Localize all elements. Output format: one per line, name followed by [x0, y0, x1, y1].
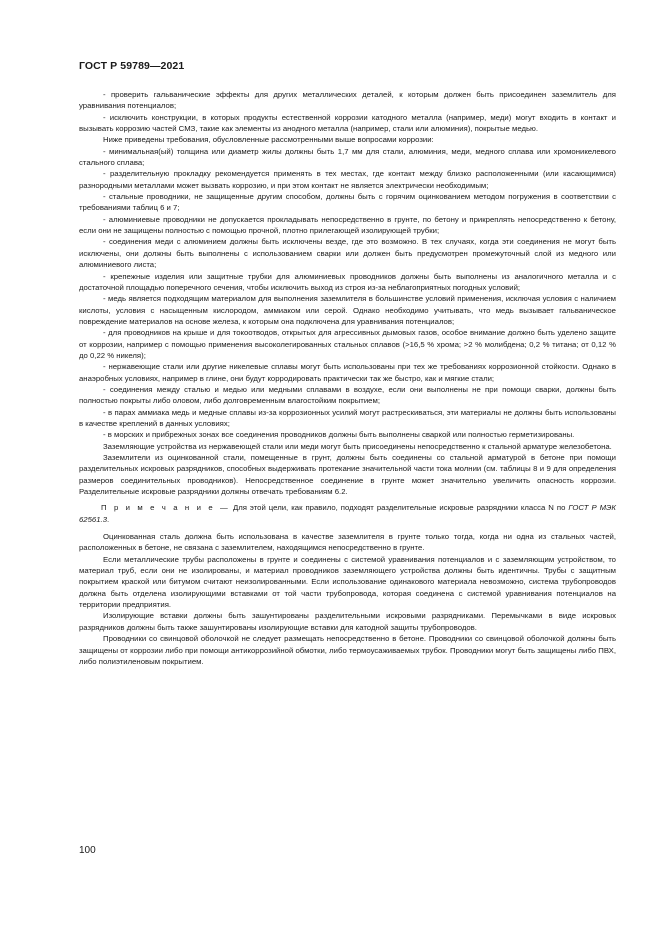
paragraph: - в морских и прибрежных зонах все соединения проводников должны быть выполнены сваркой или полностью герметизированы.: [103, 430, 575, 440]
note-end: .: [107, 514, 110, 524]
paragraph: - крепежные изделия или защитные трубки для алюминиевых проводников должны быть выполнены из аналогичного металла и с достаточной площадью поперечного сечения, чтобы исключить выход из строя из-за неблагоприятных погодных условий;: [79, 271, 616, 292]
paragraph: Проводники со свинцовой оболочкой не следует размещать непосредственно в бетоне. Проводники со свинцовой оболочкой должны быть защищены от коррозии либо при помощи антикоррозийной обмотки, либо термоусаживаемых трубок. Проводники могут быть защищены либо ПВХ, либо полиэтиленовым покрытием.: [79, 634, 616, 666]
paragraph: - исключить конструкции, в которых продукты естественной коррозии катодного металла (например, меди) могут входить в контакт и вызывать коррозию частей СМЗ, такие как элементы из анодного металла (например, стали или алюминия), покрытые медью.: [79, 112, 616, 134]
note: [79, 502, 616, 525]
paragraph: - алюминиевые проводники не допускается прокладывать непосредственно в грунте, по бетону и прикреплять непосредственно к бетону, если они не защищены полностью с помощью прочной, плотно прилегающей изолирующей трубки;: [79, 214, 616, 236]
paragraph: - проверить гальванические эффекты для других металлических деталей, к которым должен быть присоединен заземлитель для уравнивания потенциалов;: [79, 90, 616, 111]
paragraph: Заземляющие устройства из нержавеющей стали или меди могут быть присоединены непосредственно к стальной арматуре железобетона.: [103, 441, 612, 451]
note-text: Для этой цели, как правило, подходят разделительные искровые разрядники класса N по: [229, 503, 569, 513]
paragraph: - в парах аммиака медь и медные сплавы из-за коррозионных усилий могут растрескиваться, эти материалы не должны быть использованы в качестве креплений в данных условиях;: [79, 407, 616, 428]
page-number: 100: [79, 845, 96, 856]
paragraph: Ниже приведены требования, обусловленные рассмотренными выше вопросами коррозии:: [103, 135, 434, 145]
paragraph: - соединения меди с алюминием должны быть исключены везде, где это возможно. В тех случаях, когда эти соединения не могут быть исключены, они должны быть выполнены с использованием сварки или должен быть предусмотрен промежуточный слой из медного или алюминиевого листа;: [79, 237, 616, 270]
paragraph: - медь является подходящим материалом для выполнения заземлителя в большинстве условий применения, исключая условия с наличием кислоты, условия с насыщенным кислородом, аммиаком или серой. Однако необходимо учитывать, что медь вызывает гальваническое повреждение материалов на основе железа, к которым она подключена для уравнивания потенциалов;: [79, 294, 616, 326]
paragraph: - для проводников на крыше и для токоотводов, открытых для агрессивных дымовых газов, особое внимание должно быть уделено защите от коррозии, например с помощью применения высоколегированных стальных сплавов (>16,5 % хрома; >2 % молибдена; 0,2 % титана; от 0,12 % до 0,22 % никеля);: [79, 328, 616, 360]
paragraph: - соединения между сталью и медью или медными сплавами в воздухе, если они выполнены не при помощи сварки, должны быть полностью покрыты либо оловом, либо долговременным влагостойким покрытием;: [79, 384, 616, 406]
note-label: П р и м е ч а н и е —: [101, 503, 230, 513]
body-text: [79, 89, 616, 667]
note-reference: ГОСТ Р МЭК 62561.3: [79, 503, 617, 524]
paragraph: Оцинкованная сталь должна быть использована в качестве заземлителя в грунте только тогда, когда ни одна из стальных частей, расположенных в бетоне, не связана с заземлителем, находящимся непосредственно в грунте.: [79, 532, 616, 553]
paragraph: - стальные проводники, не защищенные другим способом, должны быть с горячим оцинкованием методом погружения в соответствии с требованиями таблиц 6 и 7;: [79, 192, 616, 213]
paragraph: - разделительную прокладку рекомендуется применять в тех местах, где контакт между близко расположенными (или касающимися) разнородными металлами может вызвать коррозию, и при этом контакт не является электрически необходимым;: [79, 169, 616, 190]
paragraph: - минимальная(ый) толщина или диаметр жилы должны быть 1,7 мм для стали, алюминия, меди, медного сплава или хромоникелевого стального сплава;: [79, 146, 616, 168]
paragraph: Заземлители из оцинкованной стали, помещенные в грунт, должны быть соединены со стальной арматурой в бетоне при помощи разделительных искровых разрядников, способных выдерживать протекание значительной части тока молнии (см. таблицы 8 и 9 для определения размеров соединительных проводников). Непосредственное соединение в грунте может значительно увеличить опасность коррозии. Разделительные искровые разрядники должны отвечать требованиям 6.2.: [79, 453, 616, 497]
paragraph: Если металлические трубы расположены в грунте и соединены с системой уравнивания потенциалов и с заземляющим устройством, то материал труб, если они не изолированы, и материал проводников заземляющего устройства должны быть идентичны. Трубы с защитным покрытием краской или битумом считают неизолированными. Если использование одинакового материала невозможно, система трубопроводов должна быть отделена изолирующими вставками от той части трубопровода, которая соединена с системой уравнивания потенциалов на территории предприятия.: [79, 554, 616, 610]
paragraph: Изолирующие вставки должны быть зашунтированы разделительными искровыми разрядниками. Перемычками в виде искровых разрядников должны быть также зашунтированы изолирующие вставки для катодной защиты трубопроводов.: [79, 611, 616, 632]
standard-header: ГОСТ Р 59789—2021: [79, 60, 185, 72]
paragraph: - нержавеющие стали или другие никелевые сплавы могут быть использованы при тех же требованиях коррозионной стойкости. Однако в анаэробных условиях, например в глине, они будут корродировать практически так же быстро, как и мягкие стали;: [79, 362, 616, 383]
